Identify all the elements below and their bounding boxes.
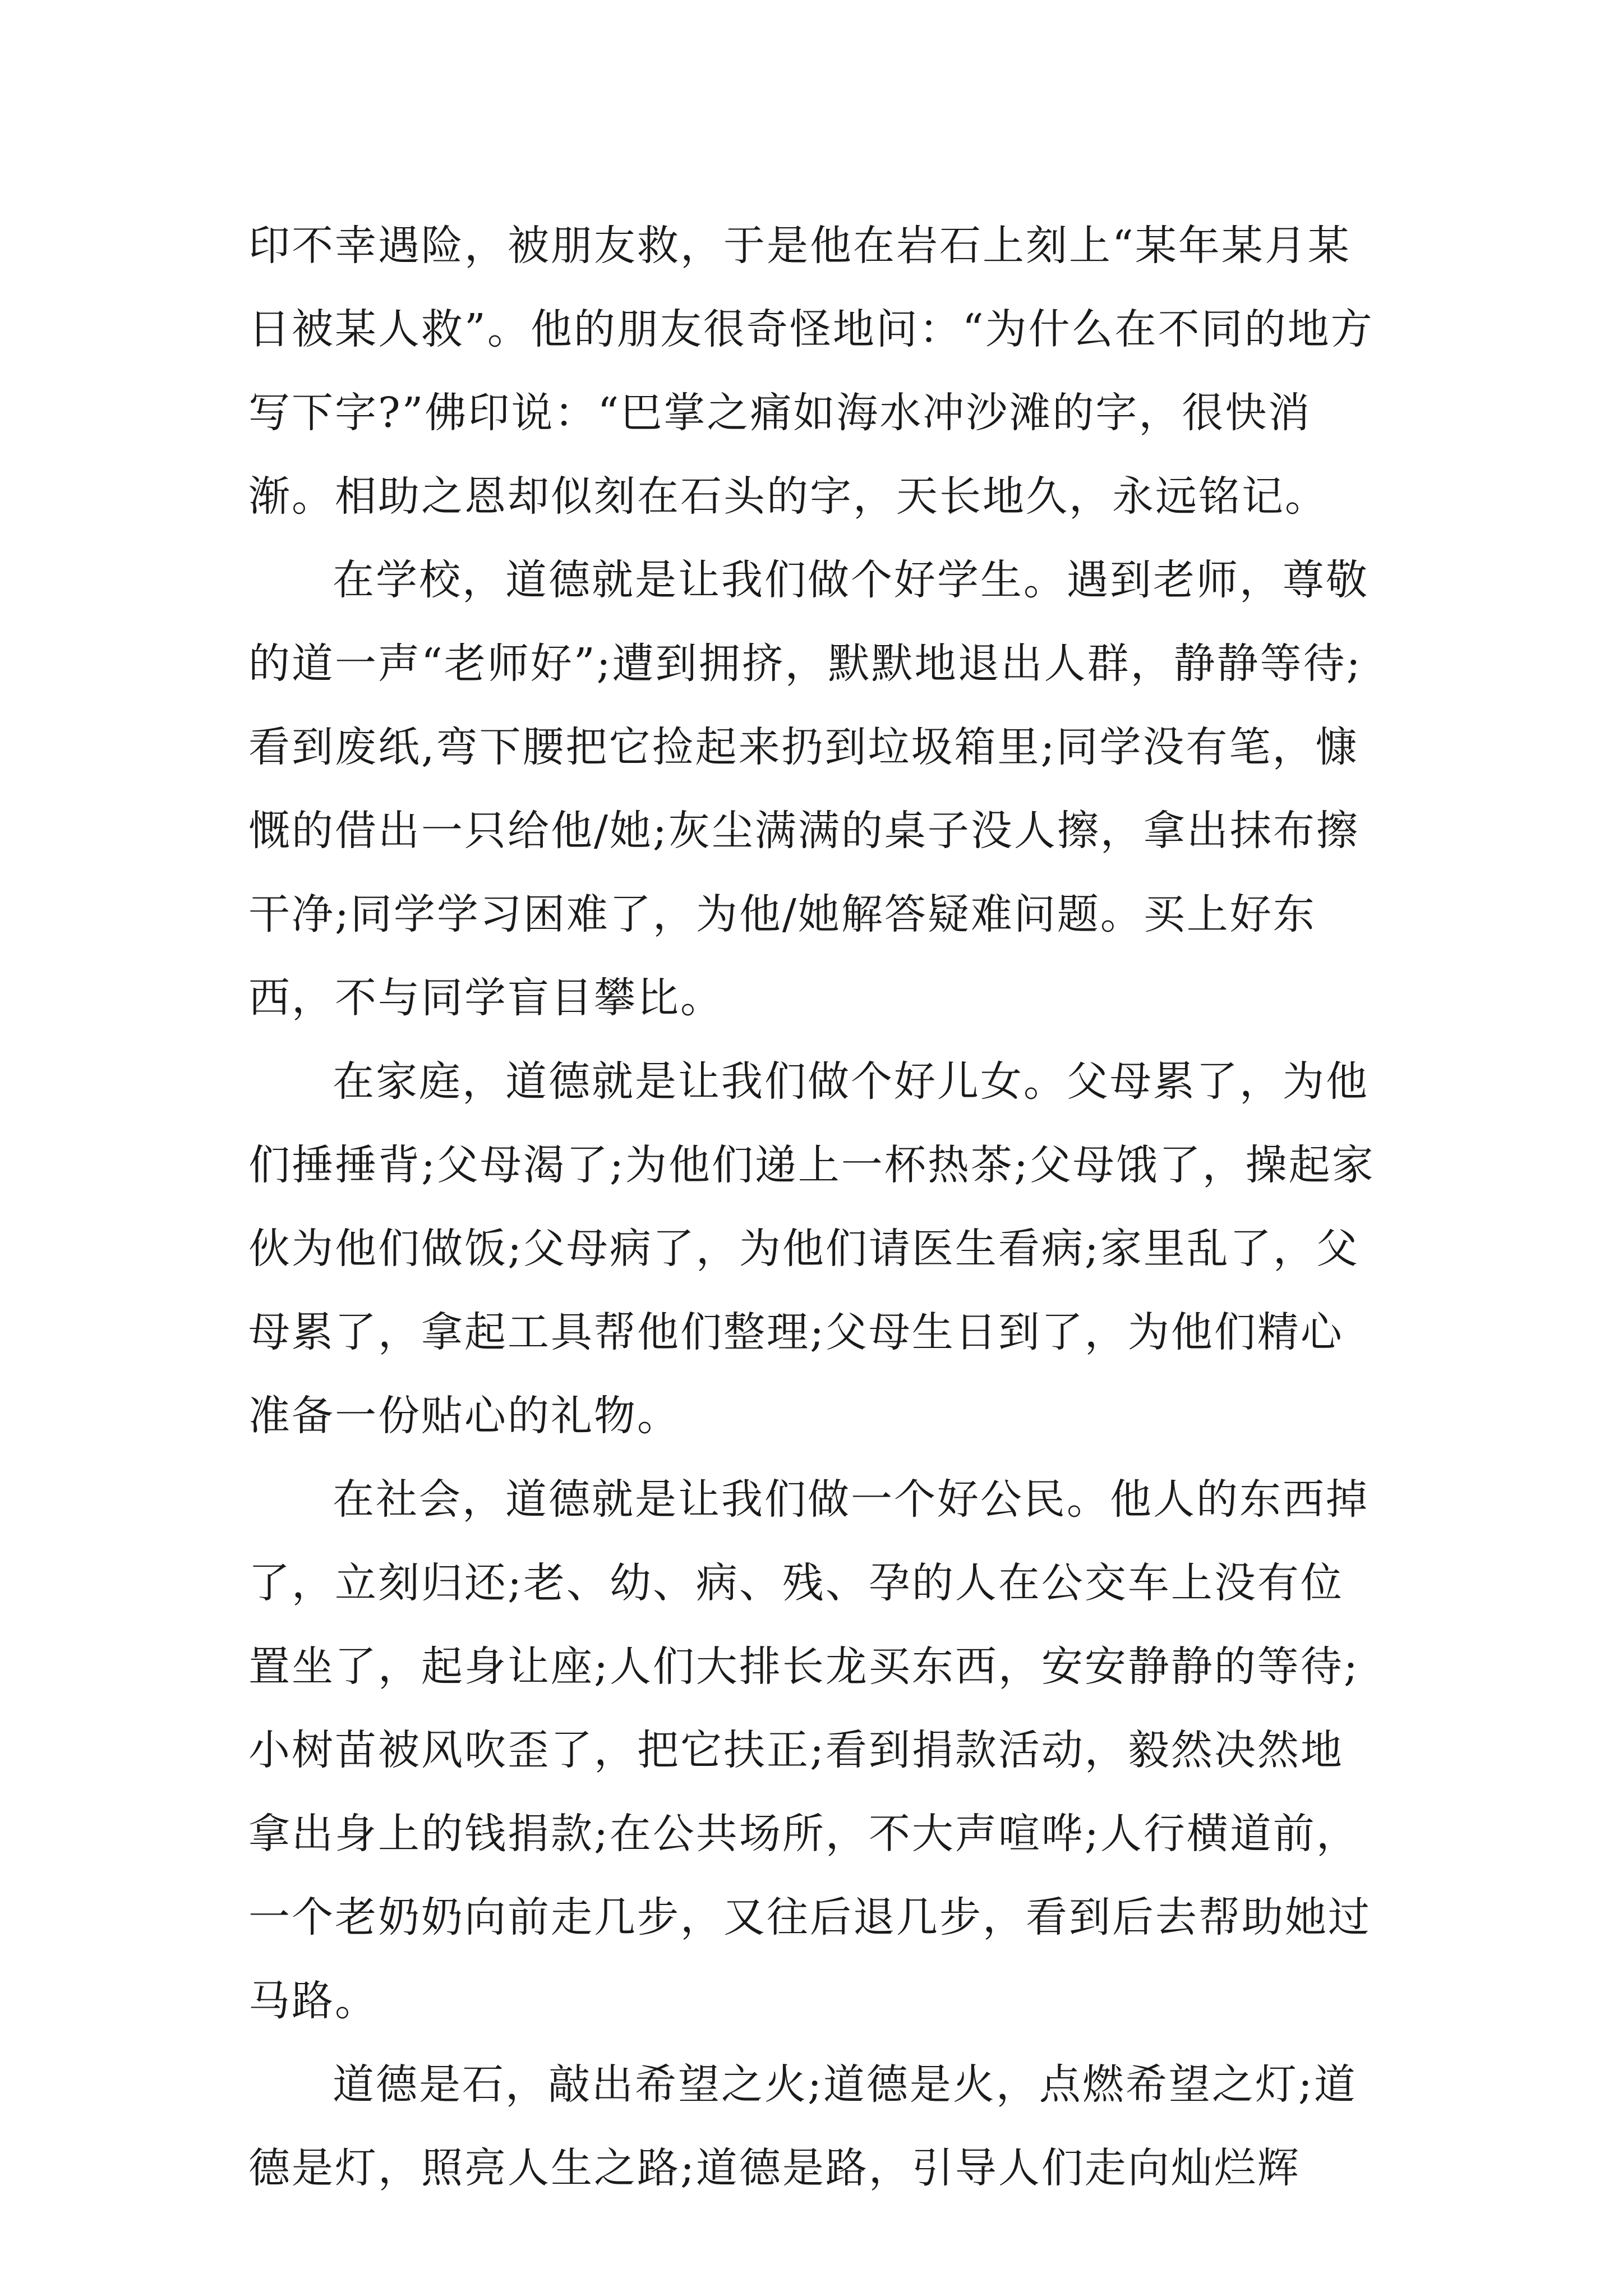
paragraph-1: 印不幸遇险，被朋友救，于是他在岩石上刻上“某年某月某日被某人救”。他的朋友很奇怪地问：“为什么在不同的地方写下字?”佛印说：“巴掌之痛如海水冲沙滩的字，很快消渐。相助之恩却似刻在石头的字，天长地久，永远铭记。	[248, 222, 1374, 521]
body-text	[248, 204, 1381, 2210]
paragraph-3: 在家庭，道德就是让我们做个好儿女。父母累了，为他们捶捶背;父母渴了;为他们递上一杯热茶;父母饿了，操起家伙为他们做饭;父母病了，为他们请医生看病;家里乱了，父母累了，拿起工具帮他们整理;父母生日到了，为他们精心准备一份贴心的礼物。	[248, 1057, 1375, 1440]
paragraph-2: 在学校，道德就是让我们做个好学生。遇到老师，尊敬的道一声“老师好”;遭到拥挤，默默地退出人群，静静等待;看到废纸,弯下腰把它捡起来扔到垃圾箱里;同学没有笔，慷慨的借出一只给他/她;灰尘满满的桌子没人擦，拿出抹布擦干净;同学学习困难了，为他/她解答疑难问题。买上好东西，不与同学盲目攀比。	[248, 556, 1369, 1022]
paragraph-5: 道德是石，敲出希望之火;道德是火，点燃希望之灯;道德是灯，照亮人生之路;道德是路，引导人们走向灿烂辉	[248, 2060, 1357, 2192]
paragraph-4: 在社会，道德就是让我们做一个好公民。他人的东西掉了，立刻归还;老、幼、病、残、孕的人在公交车上没有位置坐了，起身让座;人们大排长龙买东西，安安静静的等待;小树苗被风吹歪了，把它扶正;看到捐款活动，毅然决然地拿出身上的钱捐款;在公共场所，不大声喧哗;人行横道前，一个老奶奶向前走几步，又往后退几步，看到后去帮助她过马路。	[248, 1475, 1371, 2025]
